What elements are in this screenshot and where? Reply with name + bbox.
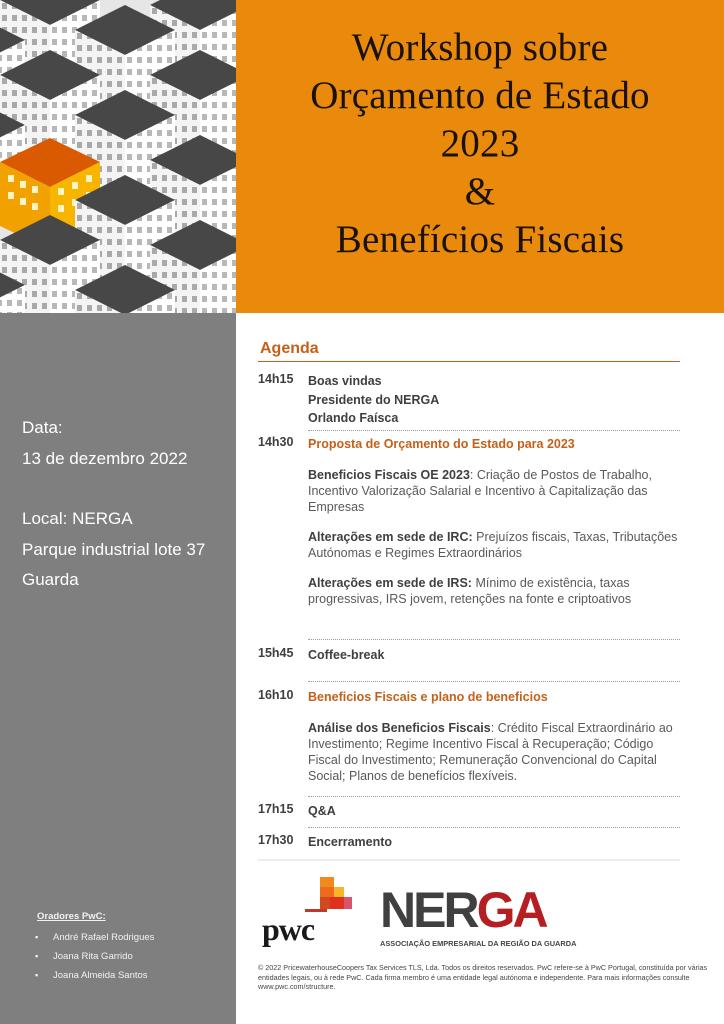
event-details <box>22 413 205 596</box>
agenda-subtitle: Presidente do NERGA <box>308 392 440 407</box>
date-value: 13 de dezembro 2022 <box>22 448 188 468</box>
divider <box>308 827 680 828</box>
title-line-1: Workshop sobre <box>351 26 609 69</box>
detail-heading: Alterações em sede de IRC: <box>308 530 473 544</box>
agenda-time: 17h30 <box>258 832 294 847</box>
agenda-title: Q&A <box>308 804 336 818</box>
agenda-detail <box>308 720 680 784</box>
agenda-speaker: Orlando Faísca <box>308 411 399 425</box>
divider <box>258 859 680 861</box>
agenda-detail <box>308 529 680 561</box>
pwc-wordmark: pwc <box>262 911 315 947</box>
detail-heading: Beneficios Fiscais OE 2023 <box>308 468 470 482</box>
agenda-item-1610 <box>258 688 680 785</box>
detail-text: Prejuízos fiscais, Taxas, Tributações Autónomas e Regimes Extraordinários <box>308 530 678 560</box>
agenda-item-1715 <box>258 802 680 821</box>
agenda-item-1430 <box>258 435 680 608</box>
detail-text: Mínimo de existência, taxas progressivas, IRS jovem, retenções na fonte e criptoativos <box>308 576 632 606</box>
agenda-item-1545 <box>258 646 680 665</box>
agenda-time: 15h45 <box>258 646 294 660</box>
agenda-title: Boas vindas <box>308 374 382 388</box>
copyright-footer: © 2022 PricewaterhouseCoopers Tax Services TLS, Lda. Todos os direitos reservados. PwC refere-se à PwC Portugal, constituída por várias entidades legais, ou à rede PwC. Cada firma membro é uma entidade legal autónoma e independente. Para mais informações consulte www.pwc.com/structure. <box>258 963 708 992</box>
title-line-4: & <box>464 170 496 213</box>
pwc-logo <box>260 875 360 950</box>
nerga-logo <box>380 882 610 955</box>
divider <box>308 681 680 682</box>
divider <box>308 430 680 431</box>
detail-heading: Alterações em sede de IRS: <box>308 576 472 590</box>
agenda <box>258 340 680 861</box>
event-info-sidebar <box>0 313 236 1024</box>
agenda-item-1730 <box>258 833 680 852</box>
agenda-title: Proposta de Orçamento do Estado para 2023 <box>308 436 575 451</box>
workshop-title <box>236 24 724 264</box>
agenda-time: 17h15 <box>258 802 294 816</box>
detail-text: : Criação de Postos de Trabalho, Incentivo Valorização Salarial e Incentivo à Capitalização das Empresas <box>308 468 652 514</box>
agenda-title: Beneficios Fiscais e plano de beneficios <box>308 689 548 704</box>
nerga-tagline: ASSOCIAÇÃO EMPRESARIAL DA REGIÃO DA GUARDA <box>380 939 577 948</box>
speaker-item: ▪ Joana Almeida Santos <box>37 966 154 985</box>
divider <box>308 796 680 797</box>
address-line-1: Parque industrial lote 37 <box>22 539 206 559</box>
agenda-time: 14h15 <box>258 372 294 386</box>
nerga-wordmark-red: GA <box>476 882 546 938</box>
title-banner <box>236 0 724 313</box>
agenda-detail <box>308 467 680 515</box>
agenda-title: Coffee-break <box>308 648 385 662</box>
speakers-list <box>37 928 154 985</box>
speaker-item: ▪ Joana Rita Garrido <box>37 947 154 966</box>
speakers-header: Oradores PwC: <box>37 911 106 922</box>
agenda-time: 14h30 <box>258 434 294 449</box>
detail-text: : Crédito Fiscal Extraordinário ao Investimento; Regime Incentivo Fiscal à Recuperação; Código Fiscal do Investimento; Remuneração Convencional do Capital Social; Planos de benefícios flexíveis. <box>308 721 673 783</box>
date-label: Data: <box>22 418 63 437</box>
address-line-2: Guarda <box>22 570 79 589</box>
detail-heading: Análise dos Beneficios Fiscais <box>308 721 491 735</box>
title-line-2: Orçamento de Estado <box>310 74 650 117</box>
sponsor-logos <box>258 875 680 955</box>
speaker-item: ▪ André Rafael Rodrigues <box>37 928 154 947</box>
title-line-3: 2023 <box>440 122 520 165</box>
agenda-title: Encerramento <box>308 834 393 849</box>
agenda-item-1415 <box>258 372 680 428</box>
agenda-heading: Agenda <box>258 340 680 362</box>
speakers-section <box>37 911 154 985</box>
agenda-time: 16h10 <box>258 687 294 702</box>
location-label: Local: NERGA <box>22 509 133 528</box>
nerga-wordmark-dark: NER <box>380 882 477 938</box>
title-line-5: Benefícios Fiscais <box>335 218 625 261</box>
divider <box>308 639 680 640</box>
agenda-detail <box>308 575 680 607</box>
buildings-illustration <box>0 0 236 313</box>
